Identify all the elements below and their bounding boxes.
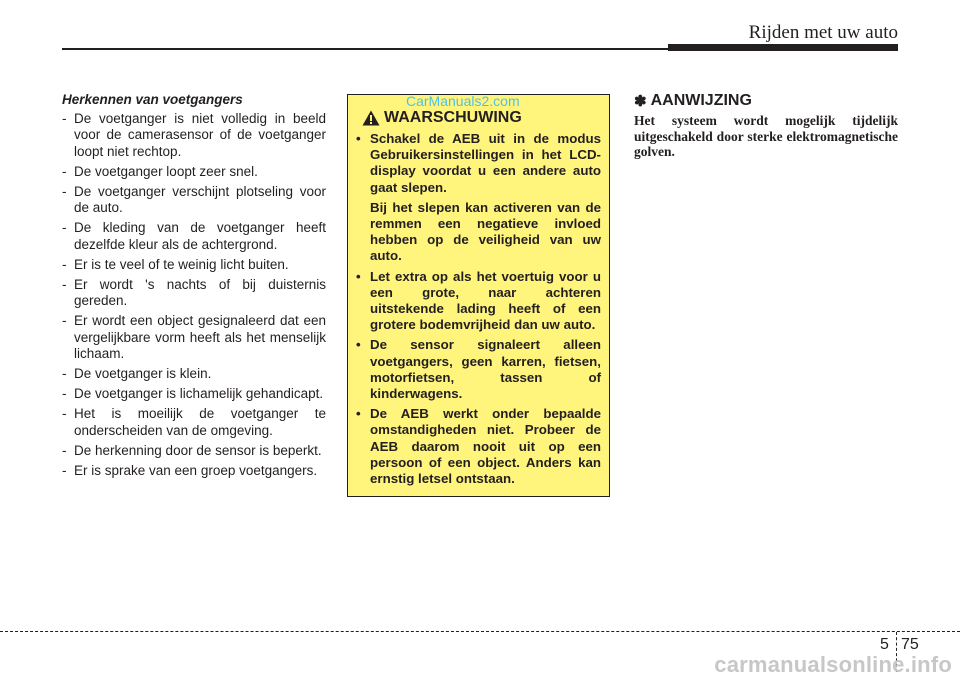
- note-title: AANWIJZING: [650, 92, 752, 109]
- condition-list: [62, 111, 326, 479]
- header-rule: [62, 48, 670, 50]
- warning-box: [347, 94, 610, 497]
- warning-paragraph: • Let extra op als het voertuig voor u een grote, naar achteren uitstekende lading heeft of een grotere bodemvrijheid dan uw auto.: [370, 268, 601, 333]
- list-item: - Er wordt een object gesignaleerd dat een vergelijkbare vorm heeft als het menselijk lichaam.: [62, 313, 326, 362]
- warning-item: [356, 269, 601, 334]
- running-header: Rijden met uw auto: [748, 22, 898, 43]
- list-item: - Het is moeilijk de voetganger te onderscheiden van de omgeving.: [62, 406, 326, 438]
- warning-paragraph: Bij het slepen kan activeren van de remmen een negatieve invloed hebben op de veiligheid van uw auto.: [370, 199, 601, 264]
- list-item: - De voetganger is niet volledig in beeld voor de camerasensor of de voetganger loopt niet rechtop.: [62, 111, 326, 160]
- list-item: - De voetganger verschijnt plotseling voor de auto.: [62, 184, 326, 216]
- header-rule-accent: [668, 44, 898, 51]
- footer-watermark-link[interactable]: carmanualsonline.info: [714, 652, 952, 677]
- asterisk-icon: ✽: [634, 93, 647, 110]
- list-item: - De voetganger is lichamelijk gehandicapt.: [62, 386, 326, 402]
- note-text: Het systeem wordt mogelijk tijdelijk uitgeschakeld door sterke elektromagnetische golven.: [634, 113, 898, 159]
- list-item: - Er is sprake van een groep voetgangers.: [62, 463, 326, 479]
- note-heading: [634, 92, 898, 110]
- warning-item: [356, 406, 601, 487]
- list-item: - De herkenning door de sensor is beperkt.: [62, 443, 326, 459]
- list-item: - De kleding van de voetganger heeft dezelfde kleur als de achtergrond.: [62, 220, 326, 252]
- warning-triangle-icon: [362, 110, 380, 126]
- warning-title: [356, 109, 601, 127]
- warning-paragraph: • De sensor signaleert alleen voetgangers, geen karren, fietsen, motorfietsen, tassen of kinderwagens.: [370, 337, 601, 402]
- warning-paragraph: • Schakel de AEB uit in de modus Gebruikersinstellingen in het LCD-display voordat u een andere auto gaat slepen.: [370, 131, 601, 195]
- note-column: [634, 92, 898, 160]
- footer-rule: [0, 631, 960, 632]
- list-item: - Er is te veel of te weinig licht buiten.: [62, 257, 326, 273]
- chapter-number: 5: [880, 636, 889, 653]
- section-heading: Herkennen van voetgangers: [62, 92, 243, 107]
- watermark-link[interactable]: CarManuals2.com: [406, 93, 520, 109]
- warning-item: [356, 131, 601, 265]
- page-number: 75: [901, 636, 919, 653]
- list-item: - De voetganger loopt zeer snel.: [62, 164, 326, 180]
- list-item: - Er wordt 's nachts of bij duisternis gereden.: [62, 277, 326, 309]
- warning-title-text: WAARSCHUWING: [384, 109, 522, 126]
- left-column: [62, 92, 326, 483]
- list-item: - De voetganger is klein.: [62, 366, 326, 382]
- warning-item: [356, 337, 601, 402]
- warning-paragraph: • De AEB werkt onder bepaalde omstandigheden niet. Probeer de AEB daarom nooit uit op een persoon of een object. Anders kan ernstig letsel ontstaan.: [370, 406, 601, 487]
- warning-list: [356, 131, 601, 487]
